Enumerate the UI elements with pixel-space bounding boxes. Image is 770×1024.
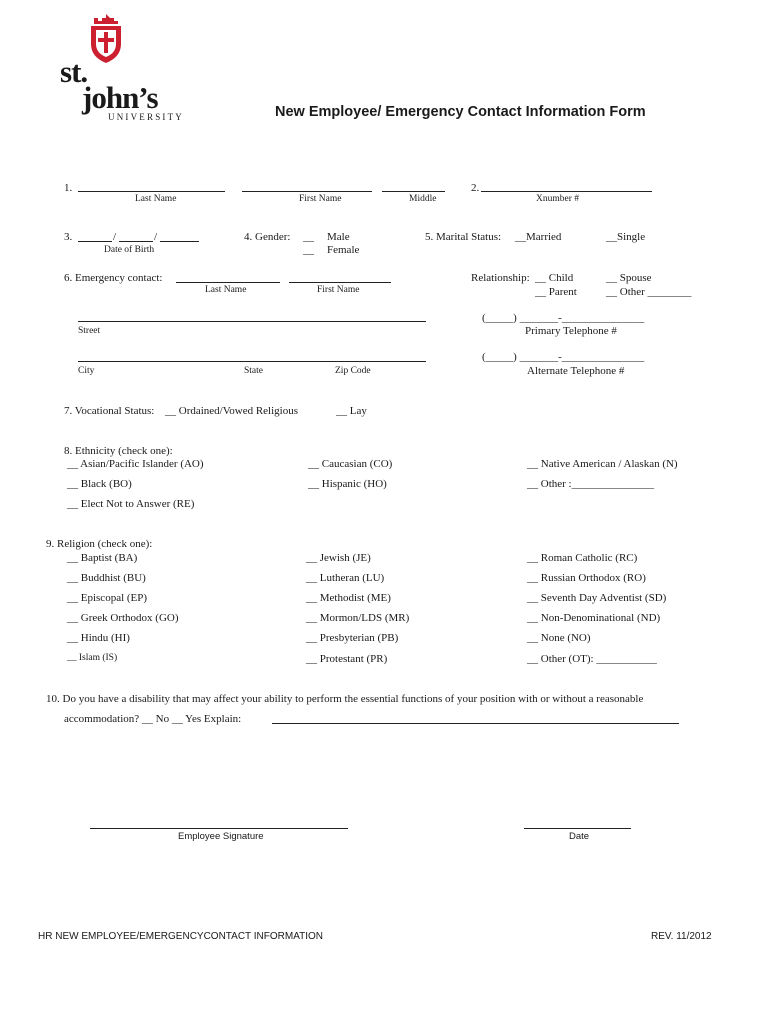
city-state-zip-field[interactable] (78, 361, 426, 362)
last-name-field[interactable] (78, 191, 225, 192)
religion-seventh-day-option[interactable]: __ Seventh Day Adventist (SD) (527, 592, 667, 604)
religion-russian-orthodox-option[interactable]: __ Russian Orthodox (RO) (527, 572, 646, 584)
ethnicity-elect-not-option[interactable]: __ Elect Not to Answer (RE) (67, 498, 195, 510)
logo-text-johns: john’s (82, 80, 158, 115)
religion-non-denominational-option[interactable]: __ Non-Denominational (ND) (527, 612, 661, 624)
religion-jewish-option[interactable]: __ Jewish (JE) (306, 552, 371, 564)
signature-date-label: Date (569, 831, 590, 842)
disability-answer-options[interactable]: accommodation? __ No __ Yes Explain: (64, 713, 242, 725)
dob-slash-2: / (154, 231, 158, 243)
footer-form-name: HR NEW EMPLOYEE/EMERGENCYCONTACT INFORMATION (38, 931, 324, 942)
religion-buddhist-option[interactable]: __ Buddhist (BU) (67, 572, 146, 584)
ethnicity-hispanic-option[interactable]: __ Hispanic (HO) (308, 478, 387, 490)
q3-number: 3. (64, 231, 73, 243)
emergency-first-name-field[interactable] (289, 282, 391, 283)
religion-mormon-option[interactable]: __ Mormon/LDS (MR) (306, 612, 410, 624)
dob-label: Date of Birth (104, 245, 155, 255)
ethnicity-asian-option[interactable]: __ Asian/Pacific Islander (AO) (67, 458, 204, 470)
employee-signature-field[interactable] (90, 828, 348, 829)
religion-islam-option[interactable]: __ Islam (IS) (67, 653, 118, 663)
dob-month-field[interactable] (78, 241, 112, 242)
religion-episcopal-option[interactable]: __ Episcopal (EP) (67, 592, 148, 604)
religion-roman-catholic-option[interactable]: __ Roman Catholic (RC) (527, 552, 638, 564)
marital-married-option[interactable]: __Married (515, 231, 562, 243)
religion-greek-orthodox-option[interactable]: __ Greek Orthodox (GO) (67, 612, 179, 624)
alternate-phone-label: Alternate Telephone # (527, 365, 625, 377)
middle-label: Middle (409, 194, 437, 204)
vocational-status-label: 7. Vocational Status: (64, 405, 155, 417)
dob-slash-1: / (113, 231, 117, 243)
ethnicity-native-american-option[interactable]: __ Native American / Alaskan (N) (527, 458, 678, 470)
dob-year-field[interactable] (160, 241, 199, 242)
shield-crest-icon (88, 14, 124, 64)
dob-day-field[interactable] (119, 241, 153, 242)
marital-single-option[interactable]: __Single (606, 231, 646, 243)
xnumber-field[interactable] (481, 191, 652, 192)
university-logo (60, 14, 200, 124)
emergency-last-name-label: Last Name (205, 285, 247, 295)
gender-male-checkbox[interactable]: __ (303, 231, 314, 243)
gender-male-label: Male (327, 231, 350, 243)
zip-label: Zip Code (335, 366, 371, 376)
footer-revision: REV. 11/2012 (651, 931, 712, 942)
employee-signature-label: Employee Signature (178, 831, 264, 842)
emergency-last-name-field[interactable] (176, 282, 280, 283)
relationship-spouse-option[interactable]: __ Spouse (606, 272, 652, 284)
religion-protestant-option[interactable]: __ Protestant (PR) (306, 653, 388, 665)
relationship-child-option[interactable]: __ Child (535, 272, 574, 284)
street-label: Street (78, 326, 101, 336)
primary-phone-label: Primary Telephone # (525, 325, 617, 337)
last-name-label: Last Name (135, 194, 177, 204)
alternate-phone-field[interactable]: (_____) _______-_______________ (482, 351, 645, 363)
city-label: City (78, 366, 95, 376)
emergency-contact-label: 6. Emergency contact: (64, 272, 163, 284)
relationship-parent-option[interactable]: __ Parent (535, 286, 577, 298)
religion-hindu-option[interactable]: __ Hindu (HI) (67, 632, 130, 644)
ethnicity-other-option[interactable]: __ Other :_______________ (527, 478, 655, 490)
vocational-ordained-option[interactable]: __ Ordained/Vowed Religious (165, 405, 299, 417)
first-name-field[interactable] (242, 191, 372, 192)
vocational-lay-option[interactable]: __ Lay (336, 405, 367, 417)
gender-female-checkbox[interactable]: __ (303, 244, 314, 256)
relationship-label: Relationship: (471, 272, 530, 284)
gender-label: 4. Gender: (244, 231, 291, 243)
logo-text-university: UNIVERSITY (108, 112, 184, 122)
marital-status-label: 5. Marital Status: (425, 231, 502, 243)
ethnicity-caucasian-option[interactable]: __ Caucasian (CO) (308, 458, 393, 470)
logo-text-st: st. (60, 54, 88, 89)
middle-name-field[interactable] (382, 191, 445, 192)
form-title: New Employee/ Emergency Contact Information Form (275, 104, 646, 120)
xnumber-label: Xnumber # (536, 194, 580, 204)
q2-number: 2. (471, 182, 480, 194)
religion-lutheran-option[interactable]: __ Lutheran (LU) (306, 572, 385, 584)
religion-other-option[interactable]: __ Other (OT): ___________ (527, 653, 657, 665)
ethnicity-label: 8. Ethnicity (check one): (64, 445, 173, 457)
q1-number: 1. (64, 182, 73, 194)
disability-explain-field[interactable] (272, 723, 679, 724)
relationship-other-option[interactable]: __ Other ________ (606, 286, 692, 298)
disability-question: 10. Do you have a disability that may affect your ability to perform the essential functions of your position with or without a reasonable (46, 693, 644, 705)
primary-phone-field[interactable]: (_____) _______-_______________ (482, 312, 645, 324)
first-name-label: First Name (299, 194, 342, 204)
religion-presbyterian-option[interactable]: __ Presbyterian (PB) (306, 632, 399, 644)
street-field[interactable] (78, 321, 426, 322)
state-label: State (244, 366, 263, 376)
gender-female-label: Female (327, 244, 360, 256)
religion-label: 9. Religion (check one): (46, 538, 153, 550)
ethnicity-black-option[interactable]: __ Black (BO) (67, 478, 132, 490)
emergency-first-name-label: First Name (317, 285, 360, 295)
religion-methodist-option[interactable]: __ Methodist (ME) (306, 592, 391, 604)
religion-none-option[interactable]: __ None (NO) (527, 632, 591, 644)
religion-baptist-option[interactable]: __ Baptist (BA) (67, 552, 138, 564)
signature-date-field[interactable] (524, 828, 631, 829)
